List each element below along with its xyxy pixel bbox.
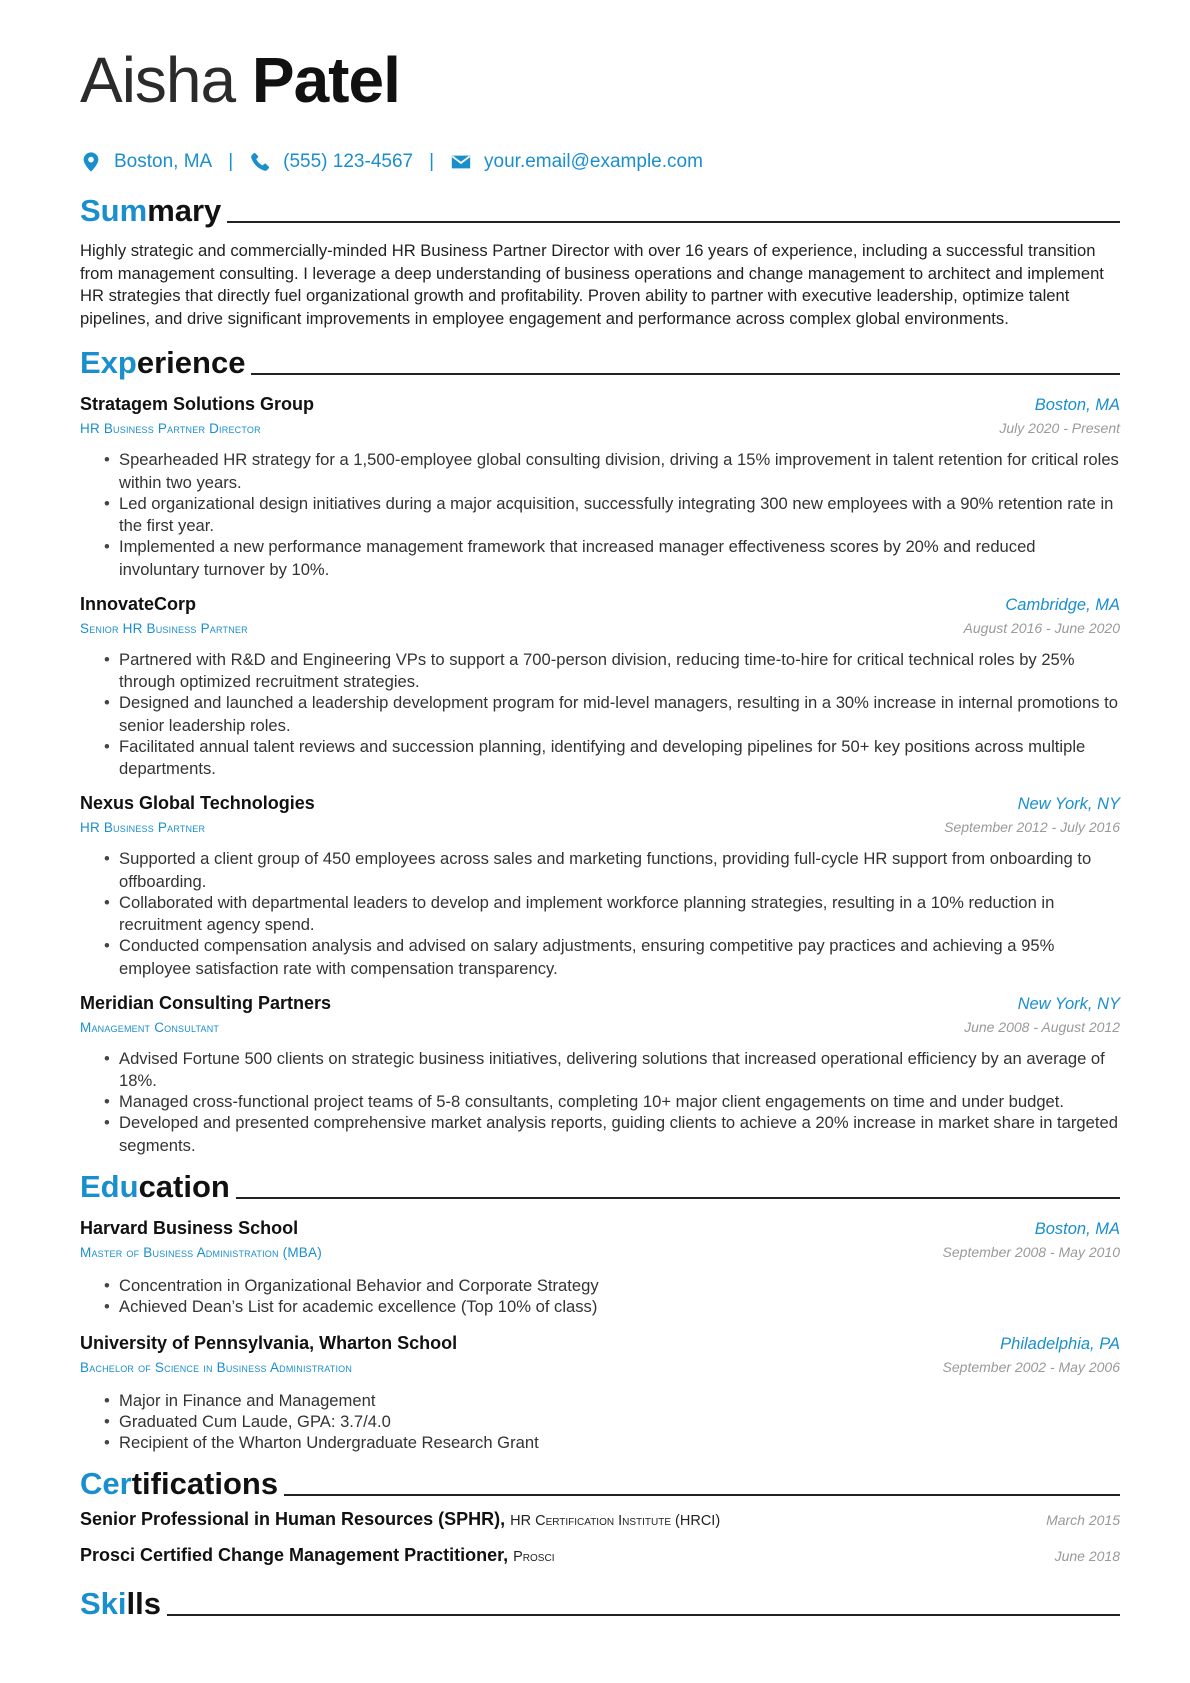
skills-heading	[80, 1583, 1120, 1623]
education-entry	[80, 1216, 1120, 1319]
job-entry	[80, 791, 1120, 980]
summary-heading	[80, 190, 1120, 230]
certification-name: Senior Professional in Human Resources (SPHR)	[80, 1508, 501, 1529]
degree-name: Master of Business Administration (MBA)	[80, 1244, 322, 1260]
section-title: Summary	[80, 193, 222, 228]
section-title: Education	[80, 1168, 230, 1204]
list-item: • Advised Fortune 500 clients on strategic business initiatives, delivering solutions that increased operational efficiency by an average of 18%.	[104, 1048, 1120, 1093]
map-pin-icon	[80, 151, 102, 173]
section-divider	[167, 1614, 1120, 1616]
certification-name: Prosci Certified Change Management Practitioner	[80, 1544, 504, 1565]
list-item: • Supported a client group of 450 employees across sales and marketing functions, providing full-cycle HR support from onboarding to offboarding.	[104, 848, 1120, 893]
email-link[interactable]: your.email@example.com	[484, 151, 703, 172]
list-item: • Conducted compensation analysis and advised on salary adjustments, ensuring competitive pay practices and achieving a 95% employee satisfaction rate with compensation transparency.	[104, 935, 1120, 980]
school-location: Boston, MA	[1034, 1219, 1120, 1238]
certification-date: March 2015	[1046, 1511, 1120, 1528]
list-item: • Managed cross-functional project teams of 5-8 consultants, completing 10+ major client engagements on time and under budget.	[104, 1091, 1120, 1114]
section-divider	[236, 1197, 1120, 1199]
job-location: Cambridge, MA	[1005, 595, 1120, 614]
list-item: • Developed and presented comprehensive market analysis reports, guiding clients to achieve a 20% increase in market share in targeted segments.	[104, 1112, 1120, 1157]
school-name: University of Pennsylvania, Wharton School	[80, 1332, 458, 1353]
section-title: Certifications	[80, 1465, 279, 1501]
job-location: New York, NY	[1017, 795, 1120, 813]
section-title: Skills	[80, 1585, 161, 1621]
list-item: • Collaborated with departmental leaders to develop and implement workforce planning strategies, resulting in a 10% reduction in recruitment agency spend.	[104, 892, 1120, 937]
summary-text: Highly strategic and commercially-minded HR Business Partner Director with over 16 years of experience, including a successful transition from management consulting. I leverage a deep understanding of business operations and change management to architect and implement HR strategies that directly fuel organizational growth and profitability. Proven ability to partner with executive leadership, optimize talent pipelines, and drive significant improvements in employee engagement and performance across complex global environments.	[80, 241, 1104, 328]
list-item: • Led organizational design initiatives during a major acquisition, successfully integrating 300 new employees with a 90% retention rate in the first year.	[104, 493, 1120, 538]
job-title: Management Consultant	[80, 1019, 220, 1035]
certification-entry: Prosci Certified Change Management Practitioner, Prosci June 2018	[80, 1544, 1120, 1565]
section-title: Experience	[80, 345, 246, 380]
job-location: Boston, MA	[1034, 396, 1120, 414]
certification-entry: Senior Professional in Human Resources (SPHR), HR Certification Institute (HRCI) March 2015	[80, 1508, 1120, 1529]
job-bullets	[80, 649, 1120, 781]
contact-separator: |	[228, 151, 234, 172]
job-title: HR Business Partner Director	[80, 421, 261, 436]
candidate-name	[80, 40, 1120, 120]
job-bullets	[80, 449, 1120, 581]
section-divider	[251, 373, 1120, 375]
job-dates: September 2012 - July 2016	[944, 819, 1120, 835]
list-item: • Facilitated annual talent reviews and succession planning, identifying and developing pipelines for 50+ key positions across multiple departments.	[104, 736, 1120, 781]
job-entry	[80, 991, 1120, 1158]
last-name: Patel	[251, 44, 400, 116]
resume-page	[80, 40, 1120, 1623]
degree-name: Bachelor of Science in Business Administration	[80, 1359, 353, 1375]
job-location: New York, NY	[1017, 994, 1120, 1013]
list-item: • Spearheaded HR strategy for a 1,500-employee global consulting division, driving a 15% improvement in talent retention for critical roles within two years.	[104, 449, 1120, 494]
list-item: • Recipient of the Wharton Undergraduate Research Grant	[104, 1432, 1120, 1455]
envelope-icon	[450, 151, 472, 173]
certification-issuer: Prosci	[513, 1548, 555, 1565]
job-title: HR Business Partner	[80, 820, 206, 835]
education-entry	[80, 1331, 1120, 1455]
phone-icon	[249, 151, 271, 173]
experience-heading	[80, 342, 1120, 382]
education-dates: September 2008 - May 2010	[942, 1243, 1120, 1260]
contact-separator: |	[429, 151, 435, 172]
job-dates: August 2016 - June 2020	[963, 619, 1120, 636]
education-bullets	[80, 1390, 1120, 1455]
school-name: Harvard Business School	[80, 1217, 299, 1238]
certification-date: June 2018	[1054, 1547, 1120, 1564]
phone-link[interactable]: (555) 123-4567	[283, 151, 414, 172]
education-bullets	[80, 1275, 1120, 1319]
section-divider	[227, 221, 1120, 223]
list-item: • Partnered with R&D and Engineering VPs to support a 700-person division, reducing time-to-hire for critical technical roles by 25% through optimized recruitment strategies.	[104, 649, 1120, 694]
contact-line	[80, 148, 1120, 176]
list-item: • Concentration in Organizational Behavior and Corporate Strategy	[104, 1275, 1120, 1298]
education-dates: September 2002 - May 2006	[942, 1358, 1120, 1375]
list-item: • Designed and launched a leadership development program for mid-level managers, resulting in a 30% increase in internal promotions to senior leadership roles.	[104, 692, 1120, 737]
section-divider	[284, 1494, 1120, 1496]
company-name: Stratagem Solutions Group	[80, 394, 315, 414]
list-item: • Graduated Cum Laude, GPA: 3.7/4.0	[104, 1411, 1120, 1434]
job-dates: June 2008 - August 2012	[964, 1018, 1120, 1035]
job-title: Senior HR Business Partner	[80, 620, 248, 636]
education-heading	[80, 1166, 1120, 1206]
certification-issuer: HR Certification Institute (HRCI)	[510, 1512, 721, 1529]
company-name: InnovateCorp	[80, 593, 197, 614]
certifications-heading	[80, 1463, 1120, 1503]
company-name: Nexus Global Technologies	[80, 793, 315, 813]
job-dates: July 2020 - Present	[999, 420, 1120, 436]
list-item: • Achieved Dean’s List for academic excellence (Top 10% of class)	[104, 1296, 1120, 1319]
list-item: • Major in Finance and Management	[104, 1390, 1120, 1413]
first-name: Aisha	[80, 44, 236, 116]
company-name: Meridian Consulting Partners	[80, 992, 332, 1013]
job-bullets	[80, 848, 1120, 980]
location-text: Boston, MA	[114, 151, 213, 172]
job-entry	[80, 392, 1120, 581]
school-location: Philadelphia, PA	[1000, 1334, 1120, 1353]
list-item: • Implemented a new performance management framework that increased manager effectiveness scores by 20% and reduced involuntary turnover by 10%.	[104, 536, 1120, 581]
job-bullets	[80, 1048, 1120, 1158]
job-entry	[80, 592, 1120, 781]
